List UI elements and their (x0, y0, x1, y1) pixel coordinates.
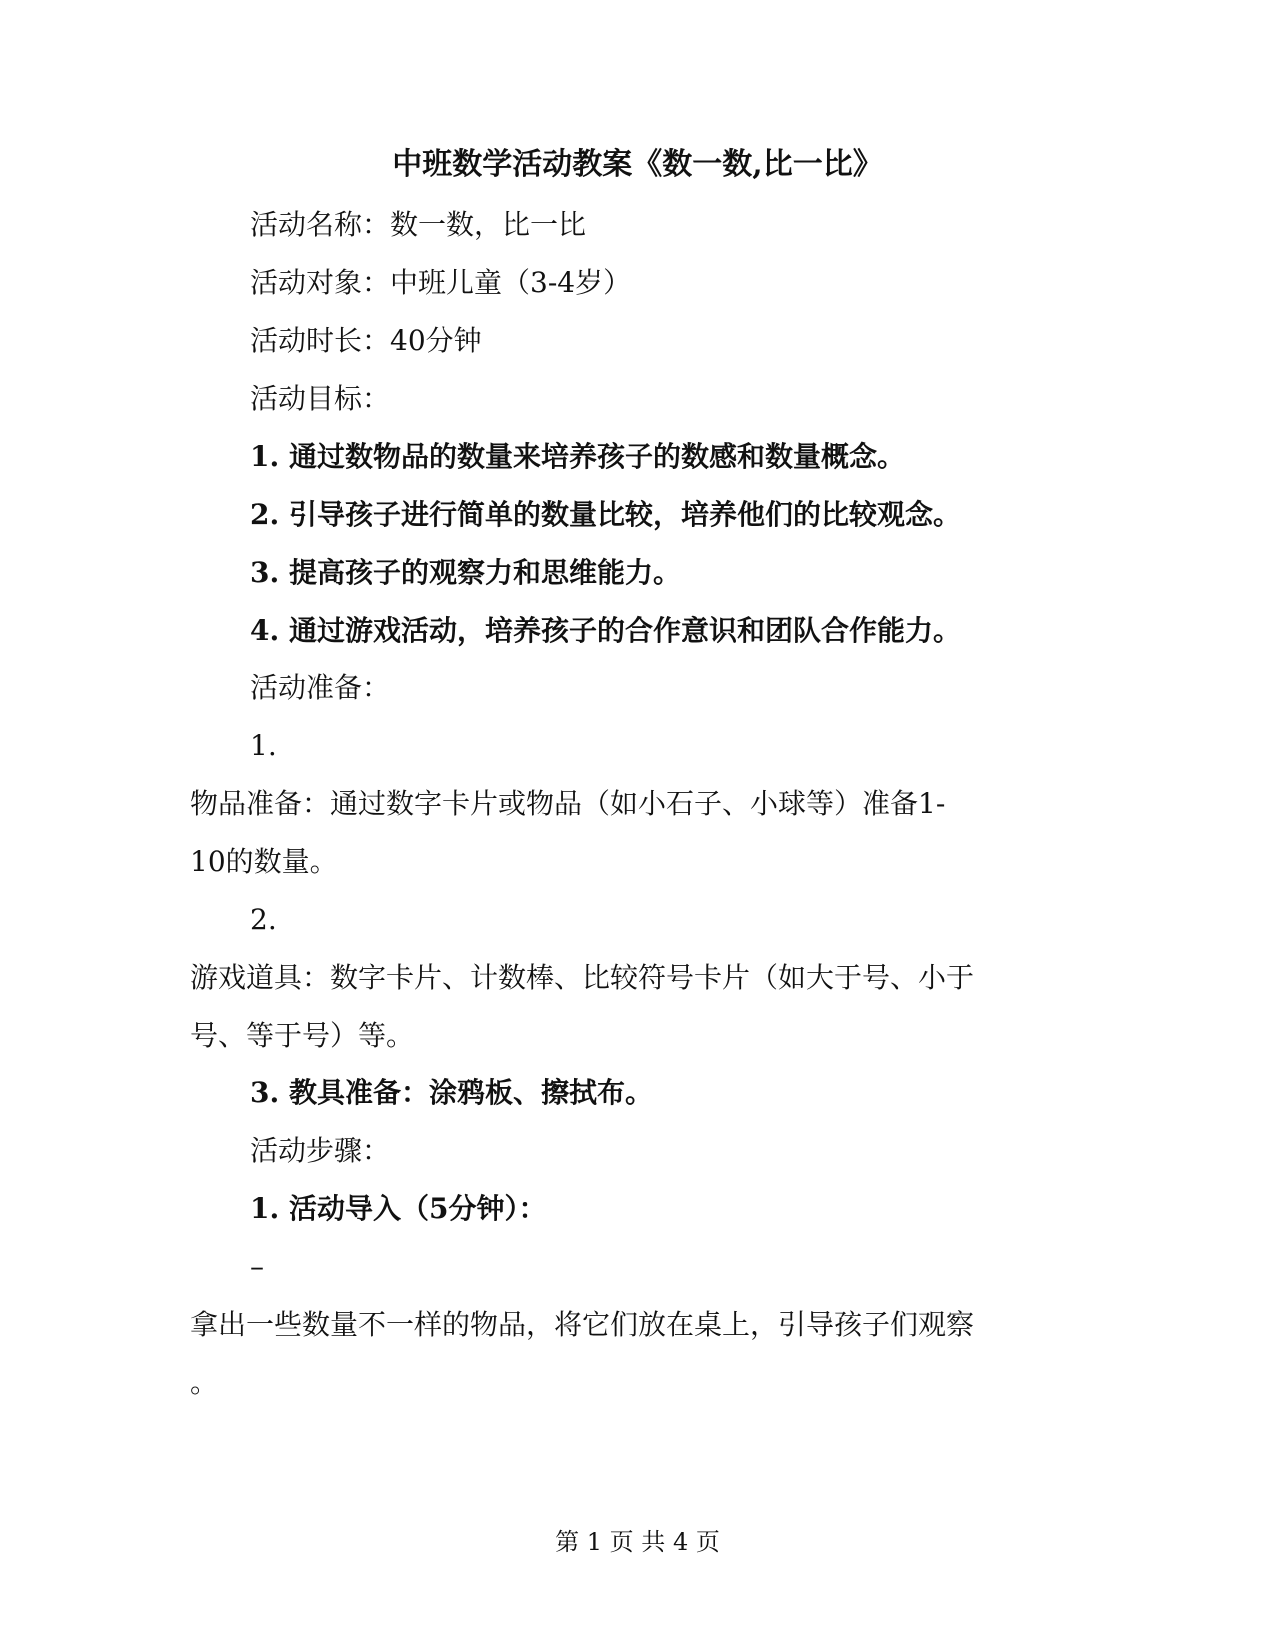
prep-item-text: 物品准备：通过数字卡片或物品（如小石子、小球等）准备1- (190, 787, 946, 820)
step-item: 1. 活动导入（5分钟）： (250, 1192, 547, 1225)
activity-name: 活动名称：数一数，比一比 (250, 208, 587, 241)
prep-heading: 活动准备： (250, 671, 391, 704)
prep-item-text: 号、等于号）等。 (190, 1019, 415, 1052)
prep-item: 3. 教具准备：涂鸦板、擦拭布。 (250, 1076, 653, 1109)
goal-item: 4. 通过游戏活动，培养孩子的合作意识和团队合作能力。 (250, 614, 961, 647)
goal-item: 3. 提高孩子的观察力和思维能力。 (250, 556, 681, 589)
prep-number: 2. (250, 903, 277, 936)
goal-item: 2. 引导孩子进行简单的数量比较，培养他们的比较观念。 (250, 498, 961, 531)
goal-item: 1. 通过数物品的数量来培养孩子的数感和数量概念。 (250, 440, 905, 473)
activity-target: 活动对象：中班儿童（3-4岁） (250, 266, 632, 299)
activity-duration: 活动时长：40分钟 (250, 324, 482, 357)
page-title: 中班数学活动教案《数一数,比一比》 (392, 147, 883, 182)
step-text: 。 (190, 1366, 219, 1399)
step-dash: – (250, 1250, 264, 1283)
prep-item-text: 10的数量。 (190, 845, 338, 878)
step-text: 拿出一些数量不一样的物品，将它们放在桌上，引导孩子们观察 (190, 1308, 975, 1341)
steps-heading: 活动步骤： (250, 1134, 391, 1167)
page-footer: 第 1 页 共 4 页 (555, 1528, 720, 1556)
goals-heading: 活动目标： (250, 382, 391, 415)
prep-number: 1. (250, 729, 277, 762)
prep-item-text: 游戏道具：数字卡片、计数棒、比较符号卡片（如大于号、小于 (190, 961, 975, 994)
